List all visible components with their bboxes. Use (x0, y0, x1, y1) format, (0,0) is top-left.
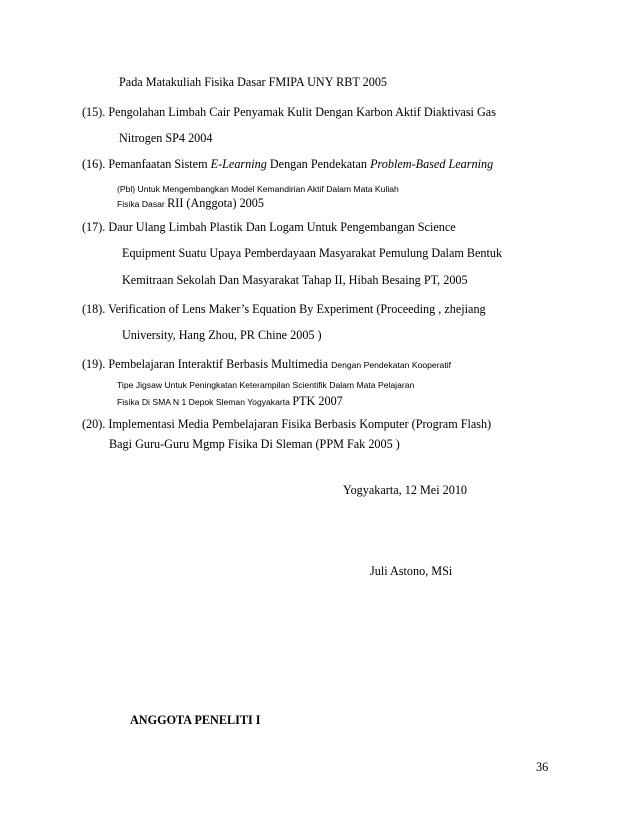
text-segment: Kemitraan Sekolah Dan Masyarakat Tahap II, Hibah Besaing PT, 2005 (122, 273, 468, 287)
text-segment: Fisika Dasar (117, 199, 168, 209)
text-segment: (Pbl) Untuk Mengembangkan Model Kemandirian Aktif Dalam Mata Kuliah (117, 184, 399, 194)
text-segment: (17). Daur Ulang Limbah Plastik Dan Logam Untuk Pengembangan Science (82, 220, 456, 234)
text-segment: Problem-Based Learning (370, 157, 494, 171)
text-segment: Fisika Di SMA N 1 Depok Sleman Yogyakarta (117, 397, 293, 407)
text-line-6 (117, 196, 264, 212)
text-segment: Dengan Pendekatan Kooperatif (331, 360, 452, 370)
text-line-16 (109, 437, 400, 452)
page-number (536, 760, 548, 775)
signature-name (370, 564, 452, 579)
section-heading (130, 713, 260, 728)
text-segment: Equipment Suatu Upaya Pemberdayaan Masyarakat Pemulung Dalam Bentuk (122, 246, 503, 260)
text-segment: Dengan Pendekatan (266, 157, 371, 171)
text-line-3 (119, 131, 212, 146)
text-line-4 (82, 157, 493, 172)
text-segment: Nitrogen SP4 2004 (119, 131, 213, 145)
text-line-15 (82, 417, 491, 432)
text-segment: Yogyakarta, 12 Mei 2010 (343, 483, 468, 497)
text-line-13 (117, 377, 414, 393)
signature-place-date (343, 483, 467, 498)
text-line-11 (122, 328, 322, 343)
text-segment: 36 (536, 760, 549, 774)
text-line-2 (82, 105, 496, 120)
text-line-12 (82, 357, 451, 373)
text-segment: (20). Implementasi Media Pembelajaran Fisika Berbasis Komputer (Program Flash) (82, 417, 492, 431)
text-line-7 (82, 220, 456, 235)
text-line-1 (119, 75, 387, 90)
text-line-10 (82, 302, 486, 317)
text-segment: Tipe Jigsaw Untuk Peningkatan Keterampilan Scientifik Dalam Mata Pelajaran (117, 380, 415, 390)
text-line-9 (122, 273, 468, 288)
text-line-5 (117, 181, 399, 197)
text-segment: University, Hang Zhou, PR Chine 2005 ) (122, 328, 322, 342)
text-segment: (18). Verification of Lens Maker’s Equation By Experiment (Proceeding , zhejiang (82, 302, 486, 316)
text-line-14 (117, 394, 343, 410)
text-segment: E-Learning (210, 157, 267, 171)
text-segment: ANGGOTA PENELITI I (130, 713, 261, 727)
text-segment: PTK 2007 (292, 394, 343, 408)
text-segment: (15). Pengolahan Limbah Cair Penyamak Kulit Dengan Karbon Aktif Diaktivasi Gas (82, 105, 496, 119)
text-segment: Pada Matakuliah Fisika Dasar FMIPA UNY RBT 2005 (119, 75, 388, 89)
text-segment: Bagi Guru-Guru Mgmp Fisika Di Sleman (PPM Fak 2005 ) (109, 437, 400, 451)
text-segment: Juli Astono, MSi (370, 564, 453, 578)
text-segment: (16). Pemanfaatan Sistem (82, 157, 211, 171)
text-segment: RII (Anggota) 2005 (167, 196, 264, 210)
text-segment: (19). Pembelajaran Interaktif Berbasis Multimedia (82, 357, 332, 371)
text-line-8 (122, 246, 502, 261)
